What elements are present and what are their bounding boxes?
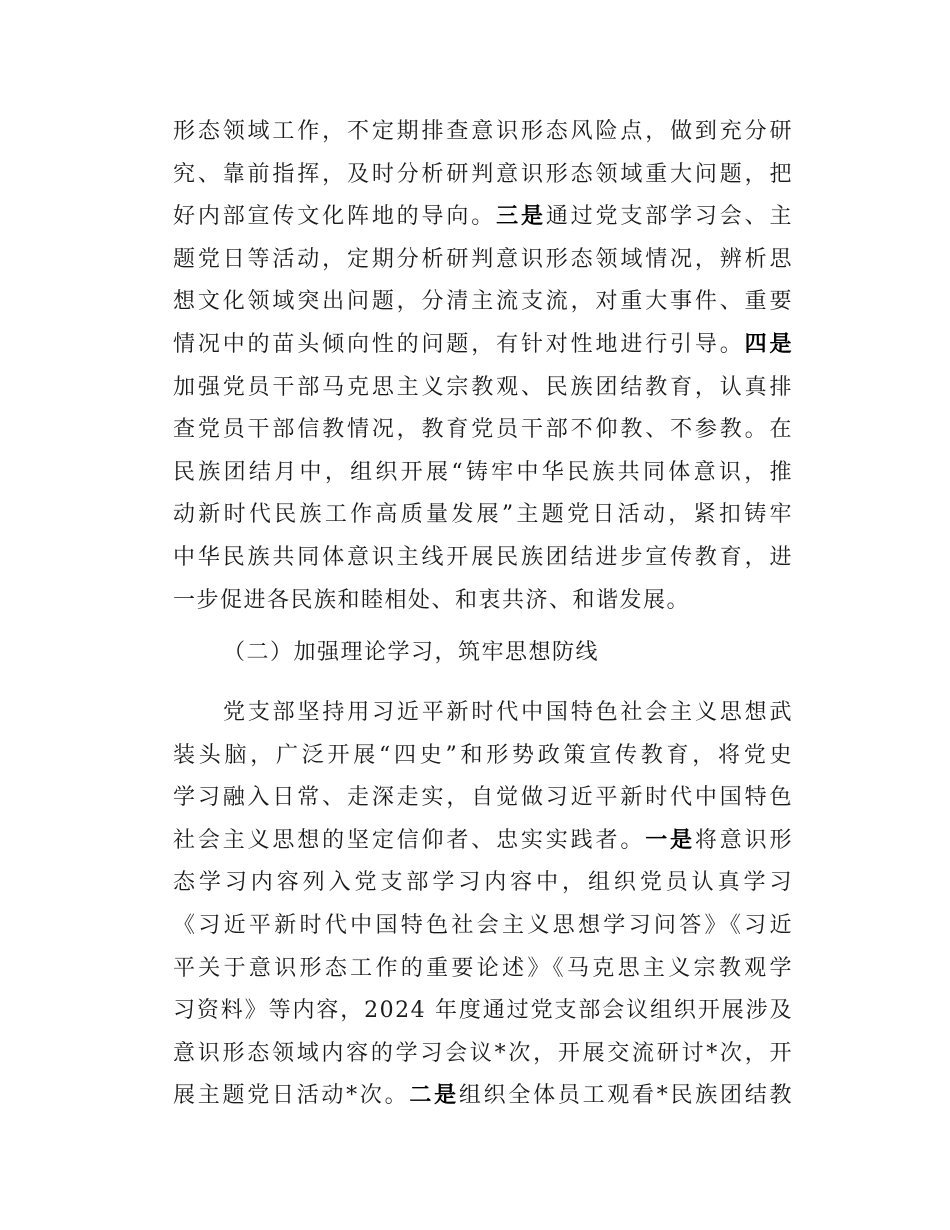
text-line: 展主题党日活动*次。二是组织全体员工观看*民族团结教 <box>173 1083 793 1109</box>
text-line: 民族团结月中，组织开展“铸牢中华民族共同体意识，推 <box>173 459 793 485</box>
text-line: 一步促进各民族和睦相处、和衷共济、和谐发展。 <box>173 587 691 613</box>
text-line: 态学习内容列入党支部学习内容中，组织党员认真学习 <box>173 870 793 896</box>
text-line: 究、靠前指挥，及时分析研判意识形态领域重大问题，把 <box>173 161 793 187</box>
bold-marker-sanshi: 三是 <box>496 204 546 230</box>
text-line: 《习近平新时代中国特色社会主义思想学习问答》《习近 <box>173 912 793 938</box>
text-line: 题党日等活动，定期分析研判意识形态领域情况，辨析思 <box>173 246 793 272</box>
text-line: 学习融入日常、走深走实，自觉做习近平新时代中国特色 <box>173 785 793 811</box>
paragraph-theory-study <box>173 692 793 1118</box>
text-line: 想文化领域突出问题，分清主流支流，对重大事件、重要 <box>173 289 793 315</box>
text-line: 情况中的苗头倾向性的问题，有针对性地进行引导。四是 <box>173 331 793 357</box>
text-line: 动新时代民族工作高质量发展”主题党日活动，紧扣铸牢 <box>173 502 793 528</box>
text-line: 中华民族共同体意识主线开展民族团结进步宣传教育，进 <box>173 544 793 570</box>
text-line: 意识形态领域内容的学习会议*次，开展交流研讨*次，开 <box>173 1040 793 1066</box>
text-line: 查党员干部信教情况，教育党员干部不仰教、不参教。在 <box>173 417 793 443</box>
text-line: 加强党员干部马克思主义宗教观、民族团结教育，认真排 <box>173 374 793 400</box>
text-line: 习资料》等内容，2024 年度通过党支部会议组织开展涉及 <box>173 998 793 1024</box>
section-heading-text: （二）加强理论学习，筑牢思想防线 <box>223 640 600 665</box>
text-line: 社会主义思想的坚定信仰者、忠实实践者。一是将意识形 <box>173 827 793 853</box>
text-line: 平关于意识形态工作的重要论述》《马克思主义宗教观学 <box>173 955 793 981</box>
bold-marker-ershi: 二是 <box>409 1083 459 1109</box>
text-line: 好内部宣传文化阵地的导向。三是通过党支部学习会、主 <box>173 204 793 230</box>
section-heading <box>173 632 793 675</box>
text-line: 装头脑，广泛开展“四史”和形势政策宣传教育，将党史 <box>173 742 793 768</box>
bold-marker-sishi: 四是 <box>744 331 793 357</box>
paragraph-ideology-work <box>173 111 793 622</box>
bold-marker-yishi: 一是 <box>645 827 695 853</box>
text-line: 党支部坚持用习近平新时代中国特色社会主义思想武 <box>223 700 793 725</box>
text-line: 形态领域工作，不定期排查意识形态风险点，做到充分研 <box>173 119 793 144</box>
